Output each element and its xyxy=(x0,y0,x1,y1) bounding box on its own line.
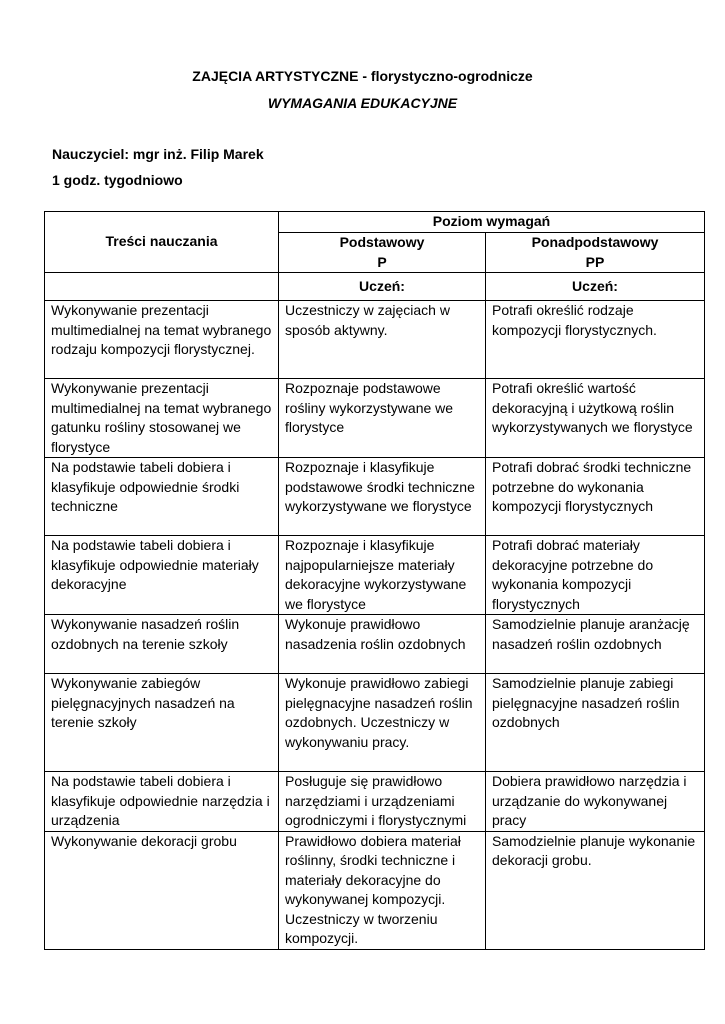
table-row xyxy=(45,379,705,458)
content-cell: Na podstawie tabeli dobiera i klasyfikuje odpowiednie środki techniczne xyxy=(45,458,279,536)
advanced-cell: Potrafi dobrać materiały dekoracyjne potrzebne do wykonania kompozycji florystycznych xyxy=(486,536,705,615)
advanced-cell: Potrafi określić wartość dekoracyjną i użytkową roślin wykorzystywanych we florystyce xyxy=(486,379,705,458)
student-basic-header: Uczeń: xyxy=(279,273,486,301)
advanced-cell: Samodzielnie planuje zabiegi pielęgnacyjne nasadzeń roślin ozdobnych xyxy=(486,674,705,772)
content-cell: Wykonywanie prezentacji multimedialnej na temat wybranego rodzaju kompozycji florystycznej. xyxy=(45,301,279,379)
basic-level-code: P xyxy=(377,253,387,270)
table-row xyxy=(45,772,705,832)
basic-cell: Wykonuje prawidłowo nasadzenia roślin ozdobnych xyxy=(279,615,486,674)
table-row xyxy=(45,458,705,536)
content-cell: Wykonywanie zabiegów pielęgnacyjnych nasadzeń na terenie szkoły xyxy=(45,674,279,772)
content-cell: Wykonywanie dekoracji grobu xyxy=(45,831,279,949)
advanced-level-label: Ponadpodstawowy xyxy=(531,234,659,250)
advanced-cell: Dobiera prawidłowo narzędzia i urządzanie do wykonywanej pracy xyxy=(486,772,705,832)
table-row xyxy=(45,674,705,772)
basic-cell: Uczestniczy w zajęciach w sposób aktywny. xyxy=(279,301,486,379)
basic-cell: Posługuje się prawidłowo narzędziami i urządzeniami ogrodniczymi i florystycznymi xyxy=(279,772,486,832)
basic-cell: Rozpoznaje i klasyfikuje podstawowe środki techniczne wykorzystywane we florystyce xyxy=(279,458,486,536)
table-row xyxy=(45,301,705,379)
advanced-cell: Potrafi dobrać środki techniczne potrzebne do wykonania kompozycji florystycznych xyxy=(486,458,705,536)
teacher-line: Nauczyciel: mgr inż. Filip Marek xyxy=(52,146,264,162)
basic-cell: Rozpoznaje i klasyfikuje najpopularniejsze materiały dekoracyjne wykorzystywane we florystyce xyxy=(279,536,486,615)
basic-level-label: Podstawowy xyxy=(339,234,425,250)
student-advanced-header: Uczeń: xyxy=(486,273,705,301)
table-header xyxy=(45,212,705,301)
basic-cell: Wykonuje prawidłowo zabiegi pielęgnacyjne nasadzeń roślin ozdobnych. Uczestniczy w wykonywaniu pracy. xyxy=(279,674,486,772)
content-header-spacer xyxy=(45,273,279,301)
basic-level-header xyxy=(279,233,486,273)
content-cell: Wykonywanie nasadzeń roślin ozdobnych na terenie szkoły xyxy=(45,615,279,674)
level-header: Poziom wymagań xyxy=(279,212,705,233)
document-title: ZAJĘCIA ARTYSTYCZNE - florystyczno-ogrodnicze xyxy=(192,68,533,84)
basic-cell: Rozpoznaje podstawowe rośliny wykorzystywane we florystyce xyxy=(279,379,486,458)
requirements-table xyxy=(44,211,705,950)
table-row xyxy=(45,615,705,674)
hours-line: 1 godz. tygodniowo xyxy=(52,172,183,188)
advanced-cell: Samodzielnie planuje wykonanie dekoracji grobu. xyxy=(486,831,705,949)
document-subtitle: WYMAGANIA EDUKACYJNE xyxy=(267,95,458,111)
content-cell: Na podstawie tabeli dobiera i klasyfikuje odpowiednie narzędzia i urządzenia xyxy=(45,772,279,832)
advanced-cell: Potrafi określić rodzaje kompozycji florystycznych. xyxy=(486,301,705,379)
table-row xyxy=(45,831,705,949)
basic-cell: Prawidłowo dobiera materiał roślinny, środki techniczne i materiały dekoracyjne do wykonywanej kompozycji. Uczestniczy w tworzeniu kompozycji. xyxy=(279,831,486,949)
content-column-header: Treści nauczania xyxy=(45,212,279,273)
advanced-level-header xyxy=(486,233,705,273)
content-cell: Wykonywanie prezentacji multimedialnej na temat wybranego gatunku rośliny stosowanej we florystyce xyxy=(45,379,279,458)
content-cell: Na podstawie tabeli dobiera i klasyfikuje odpowiednie materiały dekoracyjne xyxy=(45,536,279,615)
advanced-level-code: PP xyxy=(585,253,605,270)
table-body xyxy=(45,301,705,950)
table-row xyxy=(45,536,705,615)
advanced-cell: Samodzielnie planuje aranżację nasadzeń roślin ozdobnych xyxy=(486,615,705,674)
